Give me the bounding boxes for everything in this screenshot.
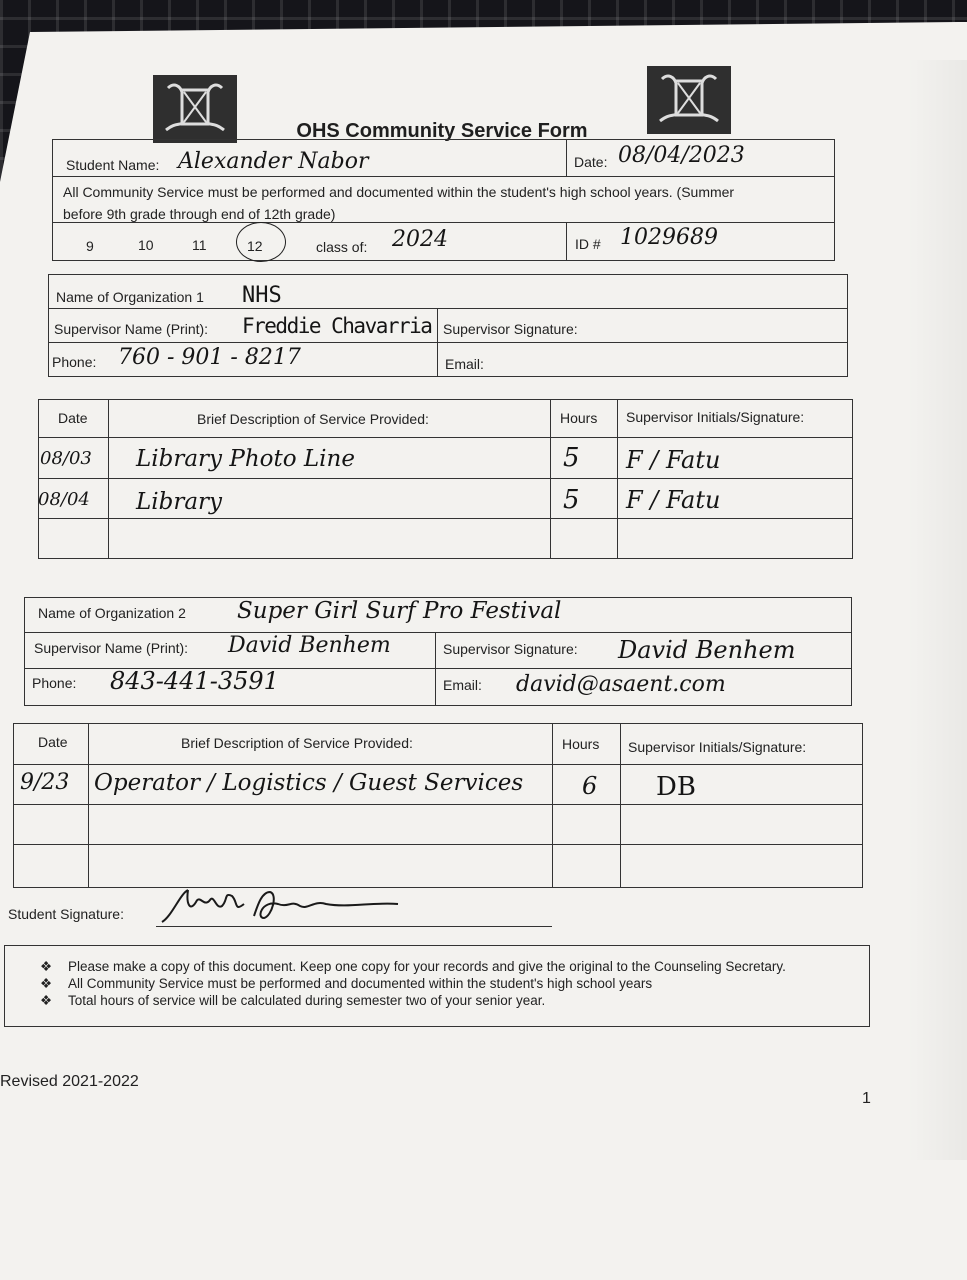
paper-shadow — [907, 60, 967, 1160]
org1-supervisor-value[interactable]: Freddie Chavarria — [242, 314, 432, 338]
school-crest-logo-right — [647, 66, 731, 134]
grade-12[interactable]: 12 — [247, 238, 263, 254]
table2-row1-signature[interactable]: DB — [656, 772, 696, 802]
id-label: ID # — [575, 236, 601, 252]
divider — [52, 176, 835, 177]
table1-row1-hours[interactable]: 5 — [563, 443, 580, 473]
org2-supervisor-value[interactable]: David Benhem — [228, 633, 391, 658]
table1-header-signature: Supervisor Initials/Signature: — [626, 409, 805, 425]
org1-signature-label: Supervisor Signature: — [443, 321, 578, 337]
table2-header-signature: Supervisor Initials/Signature: — [628, 739, 807, 755]
divider — [24, 632, 852, 633]
org1-phone-value[interactable]: 760 - 901 - 8217 — [118, 345, 301, 370]
table1-row1-date[interactable]: 08/03 — [40, 448, 92, 469]
note-bullet-1: ❖ — [40, 959, 53, 974]
table1-header-description: Brief Description of Service Provided: — [197, 411, 429, 427]
table-col-divider — [552, 723, 553, 888]
org2-email-label: Email: — [443, 677, 482, 693]
table2-row1-hours[interactable]: 6 — [582, 772, 598, 800]
table1-row2-signature[interactable]: F / Fatu — [626, 486, 721, 514]
org1-supervisor-label: Supervisor Name (Print): — [54, 321, 209, 337]
table2-header-hours: Hours — [562, 736, 600, 752]
school-crest-logo-left — [153, 75, 237, 143]
table1-row2-date[interactable]: 08/04 — [38, 489, 90, 510]
org2-phone-label: Phone: — [32, 675, 77, 691]
table-col-divider — [617, 399, 618, 559]
table-row-divider — [38, 437, 853, 438]
page-number: 1 — [862, 1090, 871, 1107]
divider — [566, 139, 567, 176]
date-label: Date: — [574, 154, 608, 170]
id-value[interactable]: 1029689 — [620, 225, 718, 250]
note-bullet-2: ❖ — [40, 976, 53, 991]
rule-text-2: before 9th grade through end of 12th grade) — [63, 206, 336, 222]
table2-header-description: Brief Description of Service Provided: — [181, 735, 413, 751]
date-value[interactable]: 08/04/2023 — [618, 143, 745, 168]
table1-row2-description[interactable]: Library — [136, 489, 223, 515]
grade-9[interactable]: 9 — [86, 238, 94, 254]
divider — [48, 308, 848, 309]
org2-phone-value[interactable]: 843-441-3591 — [110, 667, 279, 695]
note-2: All Community Service must be performed and documented within the student's high school years — [68, 976, 653, 991]
table1-row1-signature[interactable]: F / Fatu — [626, 446, 721, 474]
crest-icon — [654, 71, 724, 129]
divider — [52, 222, 835, 223]
student-signature-label: Student Signature: — [8, 906, 124, 922]
grade-10[interactable]: 10 — [138, 237, 154, 253]
org1-email-label: Email: — [445, 356, 484, 372]
table1-row1-description[interactable]: Library Photo Line — [136, 446, 355, 472]
org2-name-label: Name of Organization 2 — [38, 605, 186, 621]
table1-header-hours: Hours — [560, 410, 598, 426]
table-row-divider — [13, 764, 863, 765]
class-of-label: class of: — [316, 239, 368, 255]
form-title: OHS Community Service Form — [296, 120, 588, 142]
crest-icon — [160, 80, 230, 138]
table-row-divider — [38, 478, 853, 479]
student-name-value[interactable]: Alexander Nabor — [178, 149, 369, 174]
table2-header-date: Date — [38, 734, 68, 750]
table-row-divider — [38, 518, 853, 519]
table-row-divider — [13, 844, 863, 845]
org2-signature-value[interactable]: David Benhem — [618, 636, 796, 664]
student-name-label: Student Name: — [66, 157, 160, 173]
org2-supervisor-label: Supervisor Name (Print): — [34, 640, 189, 656]
table-col-divider — [620, 723, 621, 888]
table2-row1-date[interactable]: 9/23 — [20, 770, 70, 795]
table-col-divider — [550, 399, 551, 559]
grade-11[interactable]: 11 — [192, 237, 207, 253]
org1-name-value[interactable]: NHS — [242, 283, 282, 308]
rule-text-1: All Community Service must be performed and documented within the student's high school years. (Summer — [63, 184, 735, 200]
org2-signature-label: Supervisor Signature: — [443, 641, 578, 657]
table1-row2-hours[interactable]: 5 — [563, 485, 580, 515]
org2-email-value[interactable]: david@asaent.com — [516, 672, 726, 697]
revised-label: Revised 2021-2022 — [0, 1073, 139, 1090]
student-signature-scribble — [158, 886, 408, 928]
note-3: Total hours of service will be calculated during semester two of your senior year. — [68, 993, 546, 1008]
org1-name-label: Name of Organization 1 — [56, 289, 204, 305]
grade-12-circled-mark — [236, 222, 286, 262]
table2-row1-description[interactable]: Operator / Logistics / Guest Services — [94, 770, 524, 796]
divider — [435, 632, 436, 706]
table-col-divider — [108, 399, 109, 559]
divider — [48, 342, 848, 343]
note-1: Please make a copy of this document. Keep one copy for your records and give the original to the Counseling Secretary. — [68, 959, 786, 974]
table-row-divider — [13, 804, 863, 805]
note-bullet-3: ❖ — [40, 993, 53, 1008]
table1-header-date: Date — [58, 410, 88, 426]
org2-name-value[interactable]: Super Girl Surf Pro Festival — [237, 598, 562, 624]
class-of-value[interactable]: 2024 — [392, 227, 448, 252]
org1-phone-label: Phone: — [52, 354, 97, 370]
table-col-divider — [88, 723, 89, 888]
divider — [566, 222, 567, 261]
